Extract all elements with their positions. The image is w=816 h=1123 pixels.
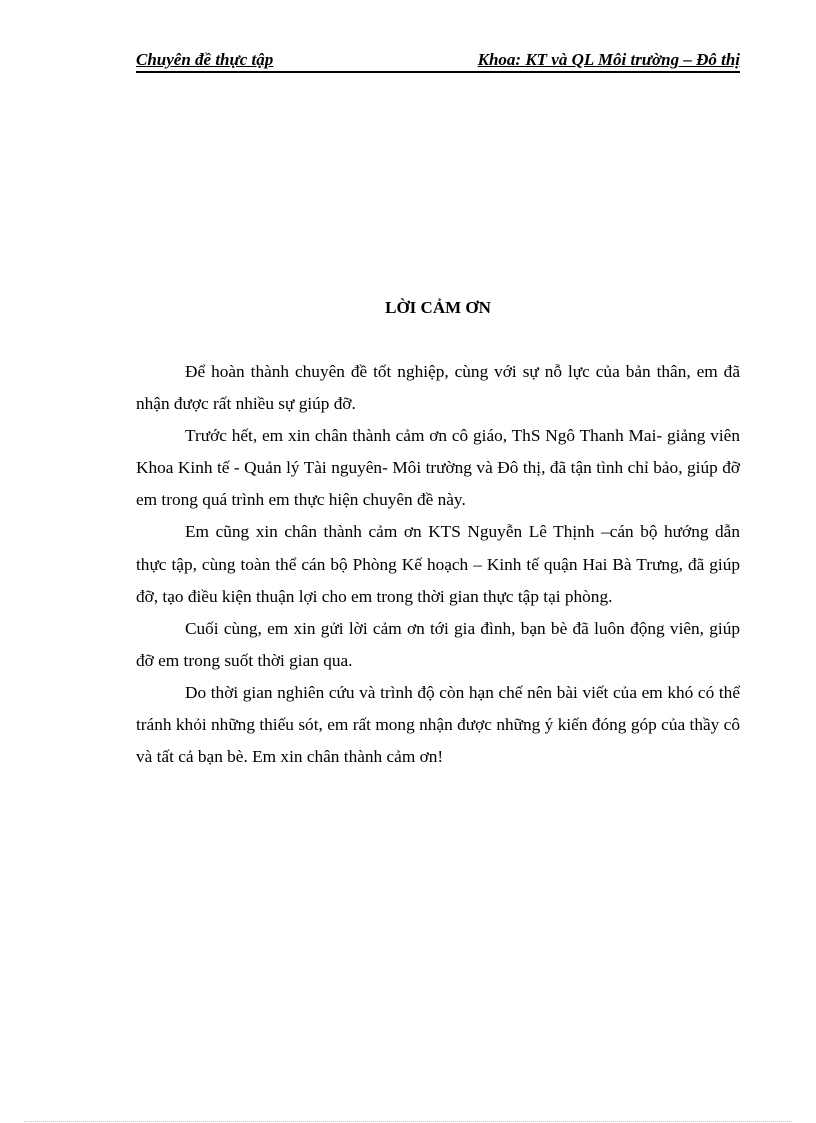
paragraph-closing: Do thời gian nghiên cứu và trình độ còn hạn chế nên bài viết của em khó có thể tránh khỏi những thiếu sót, em rất mong nhận được những ý kiến đóng góp của thầy cô và tất cả bạn bè. Em xin chân thành cảm ơn! [136, 682, 740, 767]
page-header [136, 49, 740, 73]
page-title: LỜI CẢM ƠN [385, 298, 491, 317]
header-faculty: Khoa: KT và QL Môi trường – Đô thị [477, 50, 740, 69]
header-document-type: Chuyên đề thực tập [136, 50, 274, 69]
page-bottom-border [24, 1121, 792, 1122]
paragraph-intro: Để hoàn thành chuyên đề tốt nghiệp, cùng với sự nỗ lực của bản thân, em đã nhận được rất nhiều sự giúp đỡ. [136, 362, 740, 414]
paragraph-supervisor-thanks: Trước hết, em xin chân thành cảm ơn cô giáo, ThS Ngô Thanh Mai- giảng viên Khoa Kinh tế - Quản lý Tài nguyên- Môi trường và Đô thị, đã tận tình chỉ bảo, giúp đỡ em trong quá trình em thực hiện chuyên đề này. [136, 426, 740, 510]
paragraph-family-thanks: Cuối cùng, em xin gửi lời cảm ơn tới gia đình, bạn bè đã luôn động viên, giúp đỡ em trong suốt thời gian qua. [136, 618, 740, 670]
acknowledgement-body [136, 356, 740, 773]
paragraph-internship-thanks: Em cũng xin chân thành cảm ơn KTS Nguyễn Lê Thịnh –cán bộ hướng dẫn thực tập, cùng toàn thể cán bộ Phòng Kế hoạch – Kinh tế quận Hai Bà Trưng, đã giúp đỡ, tạo điều kiện thuận lợi cho em trong thời gian thực tập tại phòng. [136, 522, 740, 606]
